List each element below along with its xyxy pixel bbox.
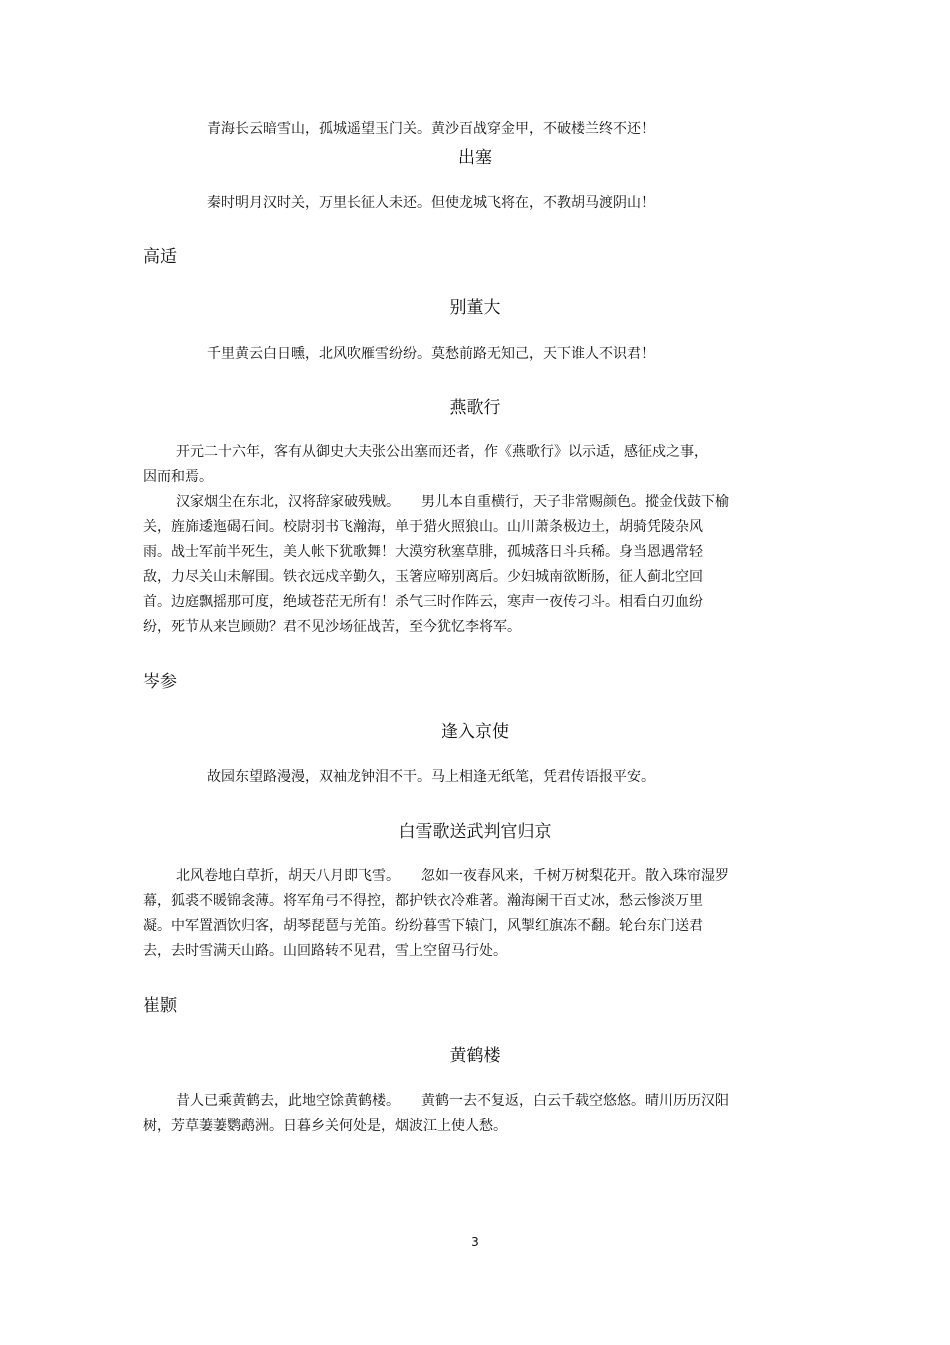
poem-text-baixuege — [143, 864, 729, 964]
poem-title-fengrujingshi: 逢入京使 — [441, 722, 509, 742]
poem-title-chusai: 出塞 — [458, 148, 492, 168]
poem-text-fengrujingshi: 故园东望路漫漫，双袖龙钟泪不干。马上相逢无纸笔，凭君传语报平安。 — [207, 769, 655, 785]
poem-text-chusai: 秦时明月汉时关，万里长征人未还。但使龙城飞将在，不教胡马渡阴山！ — [207, 195, 655, 211]
poem-line: 雨。战士军前半死生，美人帐下犹歌舞！大漠穷秋塞草腓，孤城落日斗兵稀。身当恩遇常轻 — [143, 544, 703, 560]
poem-line: 去，去时雪满天山路。山回路转不见君，雪上空留马行处。 — [143, 943, 507, 959]
poem-title-huanghelou: 黄鹤楼 — [449, 1046, 501, 1066]
poem-line: 昔人已乘黄鹤去，此地空馀黄鹤楼。 黄鹤一去不复返，白云千载空悠悠。晴川历历汉阳 — [176, 1093, 729, 1109]
author-heading-gaoshi: 高适 — [143, 247, 177, 267]
poem-line: 关，旌旆逶迤碣石间。校尉羽书飞瀚海，单于猎火照狼山。山川萧条极边土，胡骑凭陵杂风 — [143, 519, 703, 535]
poem-line: 幕，狐裘不暖锦衾薄。将军角弓不得控，都护铁衣冷难著。瀚海阑干百丈冰，愁云惨淡万里 — [143, 893, 703, 909]
poem-text-qinghai: 青海长云暗雪山，孤城遥望玉门关。黄沙百战穿金甲，不破楼兰终不还！ — [207, 121, 655, 137]
poem-title-yangexing: 燕歌行 — [449, 398, 501, 418]
poem-preface-yangexing — [143, 440, 708, 490]
author-heading-cuihao: 崔颢 — [143, 996, 177, 1016]
poem-text-yangexing — [143, 490, 729, 640]
poem-line: 北风卷地白草折，胡天八月即飞雪。 忽如一夜春风来，千树万树梨花开。散入珠帘湿罗 — [176, 868, 729, 884]
poem-line: 树，芳草萋萋鹦鹉洲。日暮乡关何处是，烟波江上使人愁。 — [143, 1118, 507, 1134]
poem-title-baixuege: 白雪歌送武判官归京 — [398, 822, 552, 842]
poem-line: 纷，死节从来岂顾勋？君不见沙场征战苦，至今犹忆李将军。 — [143, 619, 521, 635]
poem-line: 汉家烟尘在东北，汉将辞家破残贼。 男儿本自重横行，天子非常赐颜色。摐金伐鼓下榆 — [176, 494, 729, 510]
page-number: 3 — [471, 1235, 479, 1249]
poem-line: 敌，力尽关山未解围。铁衣远戍辛勤久，玉箸应啼别离后。少妇城南欲断肠，征人蓟北空回 — [143, 569, 703, 585]
poem-line: 首。边庭飘摇那可度，绝域苍茫无所有！杀气三时作阵云，寒声一夜传刁斗。相看白刃血纷 — [143, 594, 703, 610]
poem-text-huanghelou — [143, 1089, 729, 1139]
poem-text-biedongda: 千里黄云白日曛，北风吹雁雪纷纷。莫愁前路无知己，天下谁人不识君！ — [207, 346, 655, 362]
preface-line: 因而和焉。 — [143, 469, 213, 485]
poem-title-biedongda: 别董大 — [449, 298, 501, 318]
poem-line: 凝。中军置酒饮归客，胡琴琵琶与羌笛。纷纷暮雪下辕门，风掣红旗冻不翻。轮台东门送君 — [143, 918, 703, 934]
preface-line: 开元二十六年，客有从御史大夫张公出塞而还者，作《燕歌行》以示适，感征戍之事， — [176, 444, 708, 460]
author-heading-censhen: 岑参 — [143, 672, 177, 692]
